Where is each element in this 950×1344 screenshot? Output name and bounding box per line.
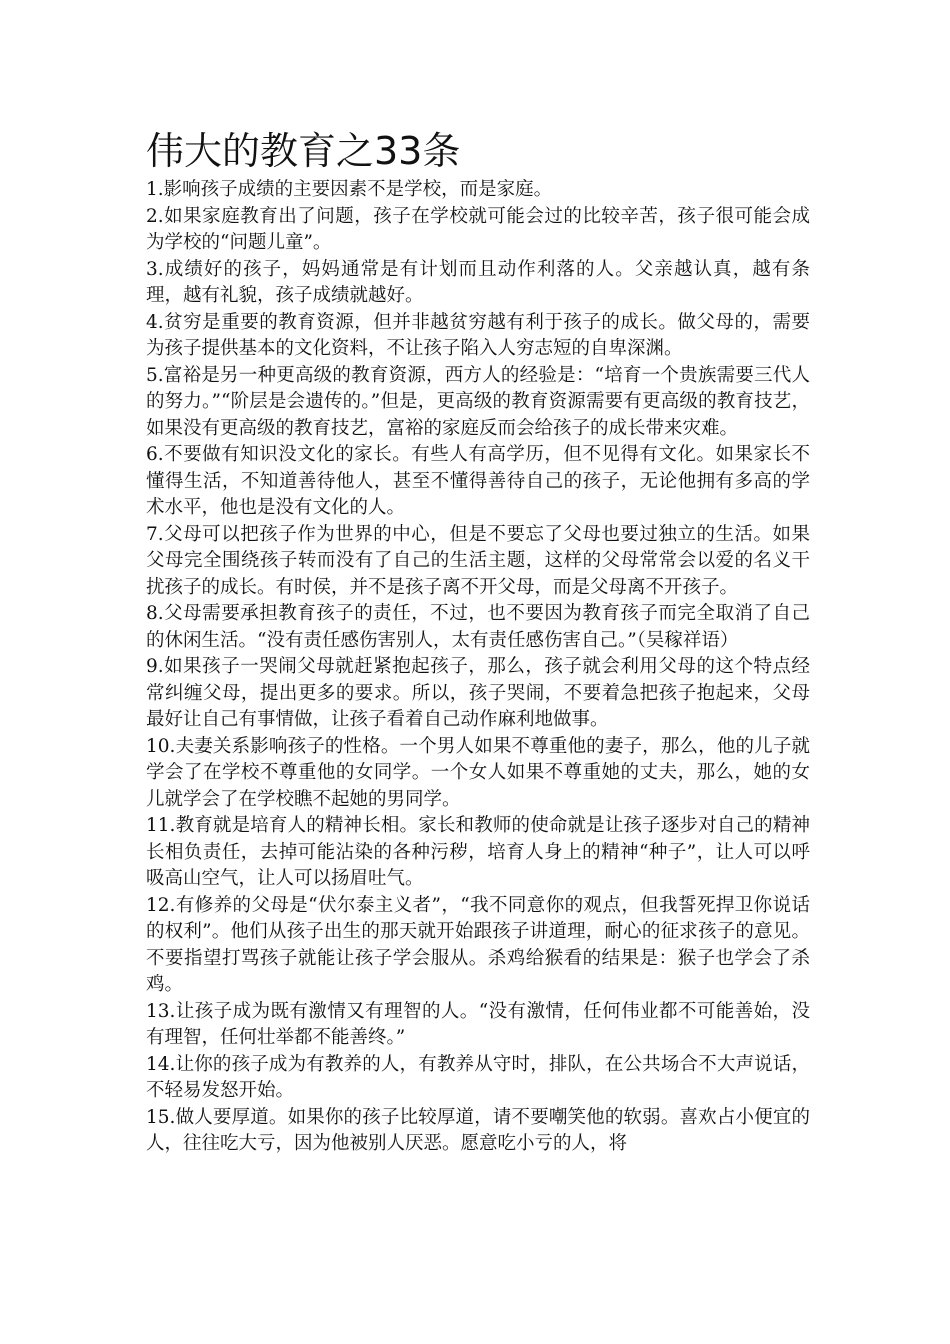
paragraph-7: 7.父母可以把孩子作为世界的中心，但是不要忘了父母也要过独立的生活。如果父母完全围绕孩子转而没有了自己的生活主题，这样的父母常常会以爱的名义干扰孩子的成长。有时侯，并不是孩子离不开父母，而是父母离不开孩子。 xyxy=(146,523,810,598)
paragraph-14: 14.让你的孩子成为有教养的人，有教养从守时，排队，在公共场合不大声说话，不轻易发怒开始。 xyxy=(146,1053,810,1101)
paragraph-13: 13.让孩子成为既有激情又有理智的人。“没有激情，任何伟业都不可能善始，没有理智，任何壮举都不能善终。” xyxy=(146,1000,810,1048)
document-page xyxy=(146,127,810,1158)
document-body xyxy=(146,177,810,1158)
paragraph-2: 2.如果家庭教育出了问题，孩子在学校就可能会过的比较辛苦，孩子很可能会成为学校的“问题儿童”。 xyxy=(146,205,810,253)
paragraph-3: 3.成绩好的孩子，妈妈通常是有计划而且动作利落的人。父亲越认真，越有条理，越有礼貌，孩子成绩就越好。 xyxy=(146,258,810,306)
paragraph-9: 9.如果孩子一哭闹父母就赶紧抱起孩子，那么，孩子就会利用父母的这个特点经常纠缠父母，提出更多的要求。所以，孩子哭闹，不要着急把孩子抱起来，父母最好让自己有事情做，让孩子看着自己动作麻利地做事。 xyxy=(146,656,810,730)
paragraph-11: 11.教育就是培育人的精神长相。家长和教师的使命就是让孩子逐步对自己的精神长相负责任，去掉可能沾染的各种污秽，培育人身上的精神“种子”，让人可以呼吸高山空气，让人可以扬眉吐气。 xyxy=(146,815,810,889)
paragraph-1: 1.影响孩子成绩的主要因素不是学校，而是家庭。 xyxy=(146,179,553,200)
document-title: 伟大的教育之33条 xyxy=(146,129,461,173)
paragraph-6: 6.不要做有知识没文化的家长。有些人有高学历，但不见得有文化。如果家长不懂得生活，不知道善待他人，甚至不懂得善待自己的孩子，无论他拥有多高的学术水平，他也是没有文化的人。 xyxy=(146,444,810,518)
paragraph-10: 10.夫妻关系影响孩子的性格。一个男人如果不尊重他的妻子，那么，他的儿子就学会了在学校不尊重他的女同学。一个女人如果不尊重她的丈夫，那么，她的女儿就学会了在学校瞧不起她的男同学。 xyxy=(146,735,810,810)
paragraph-5: 5.富裕是另一种更高级的教育资源，西方人的经验是：“培育一个贵族需要三代人的努力。”“阶层是会遗传的。”但是，更高级的教育资源需要有更高级的教育技艺，如果没有更高级的教育技艺，富裕的家庭反而会给孩子的成长带来灾难。 xyxy=(146,364,810,439)
paragraph-8: 8.父母需要承担教育孩子的责任，不过，也不要因为教育孩子而完全取消了自己的休闲生活。“没有责任感伤害别人，太有责任感伤害自己。”（吴稼祥语） xyxy=(146,603,810,651)
paragraph-4: 4.贫穷是重要的教育资源，但并非越贫穷越有利于孩子的成长。做父母的，需要为孩子提供基本的文化资料，不让孩子陷入人穷志短的自卑深渊。 xyxy=(146,311,810,359)
paragraph-12: 12.有修养的父母是“伏尔泰主义者”，“我不同意你的观点，但我誓死捍卫你说话的权利”。他们从孩子出生的那天就开始跟孩子讲道理，耐心的征求孩子的意见。不要指望打骂孩子就能让孩子学会服从。杀鸡给猴看的结果是：猴子也学会了杀鸡。 xyxy=(146,894,810,995)
paragraph-15: 15.做人要厚道。如果你的孩子比较厚道，请不要嘲笑他的软弱。喜欢占小便宜的人，往往吃大亏，因为他被别人厌恶。愿意吃小亏的人，将 xyxy=(146,1106,810,1154)
